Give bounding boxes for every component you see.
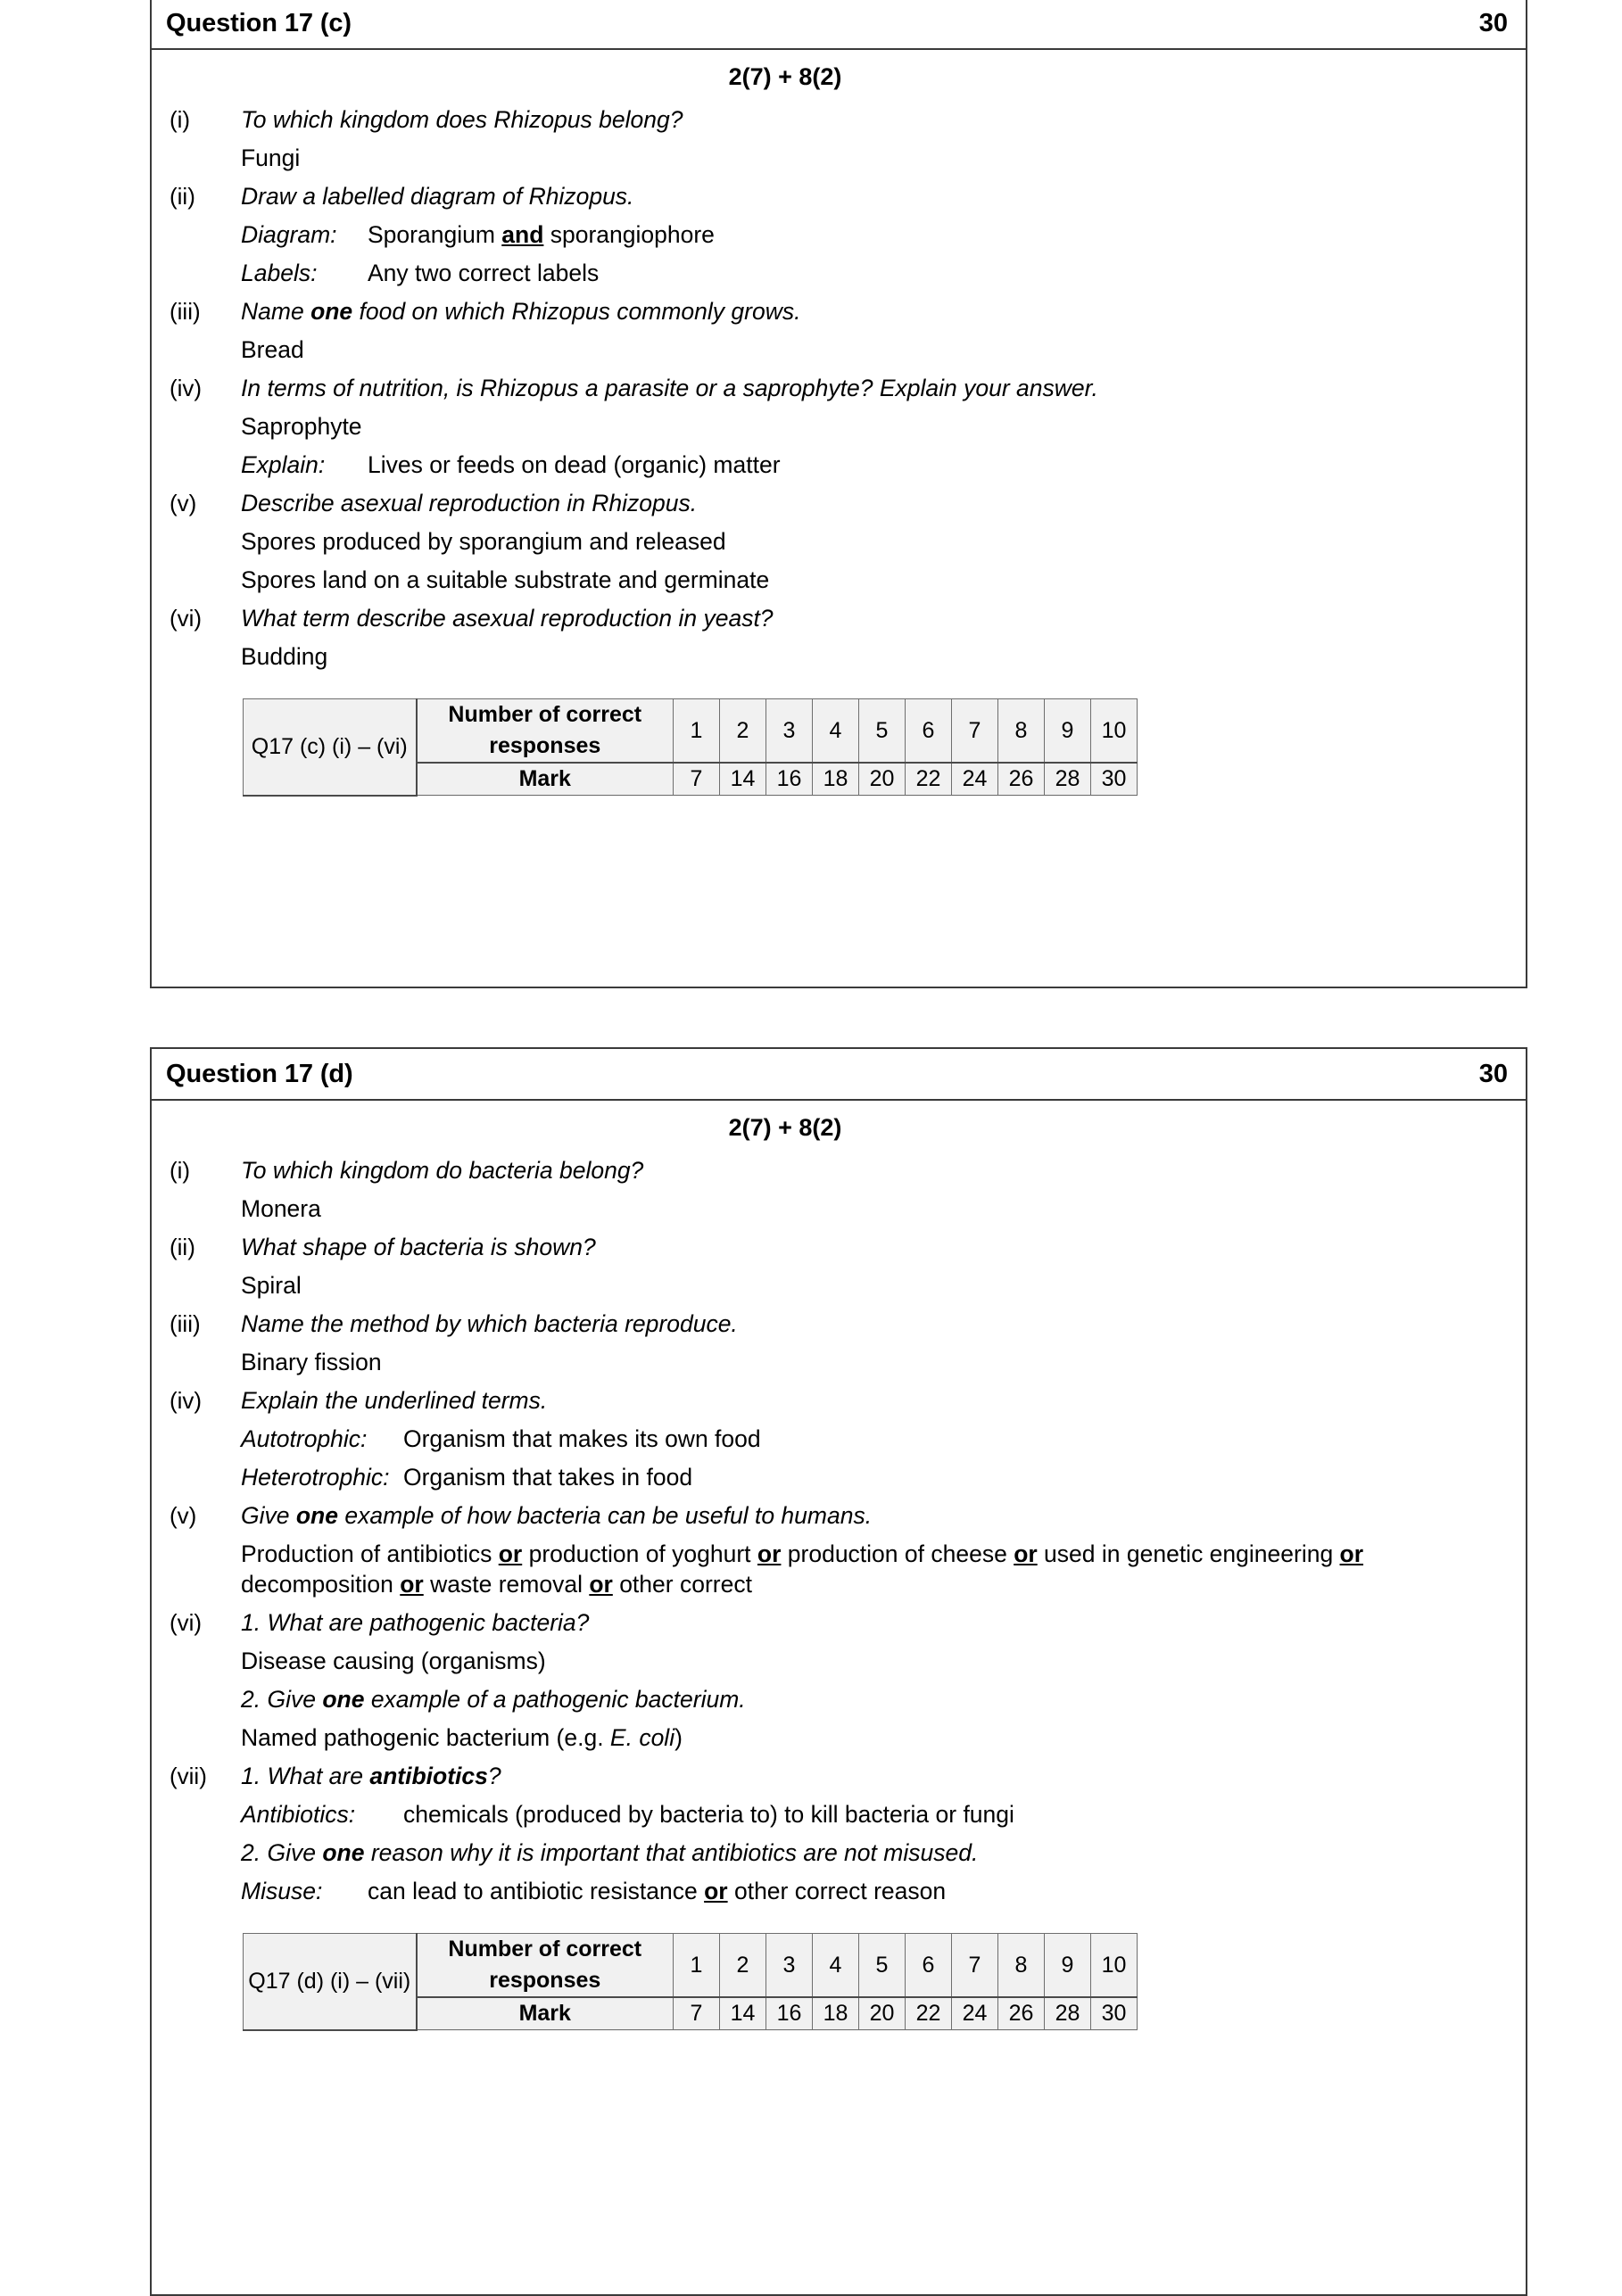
answer-items-list-17d — [152, 1155, 1526, 1906]
item-text — [241, 1424, 1392, 1454]
item-text: Describe asexual reproduction in Rhizopus. — [241, 490, 698, 516]
table-cell-mark: 20 — [859, 1997, 906, 2030]
table-cell-responses: 5 — [859, 1934, 906, 1998]
item-text: Name the method by which bacteria reproduce. — [241, 1310, 738, 1337]
item-text: Production of antibiotics or production of yoghurt or production of cheese or used in genetic engineering or decomposition or waste removal or other correct — [241, 1540, 1364, 1598]
item-text: Binary fission — [241, 1349, 382, 1375]
question-row — [152, 1838, 1526, 1868]
table-cell-mark: 16 — [766, 1997, 813, 2030]
item-label: (vi) — [170, 1609, 203, 1636]
table-cell-responses: 2 — [720, 1934, 766, 1998]
question-row — [152, 1684, 1526, 1714]
answer-sublabel: Labels: — [241, 260, 318, 286]
table-row — [244, 699, 1138, 764]
answer-value: Any two correct labels — [368, 260, 600, 286]
table-row-label: Q17 (d) (i) – (vii) — [244, 1934, 417, 2030]
table-cell-mark: 26 — [998, 1997, 1045, 2030]
answer-sublabel: Antibiotics: — [241, 1801, 356, 1828]
table-cell-responses: 9 — [1045, 1934, 1091, 1998]
item-label: (ii) — [170, 1234, 195, 1260]
question-block-17c — [150, 0, 1527, 988]
answer-row — [152, 411, 1526, 442]
item-text: 2. Give one reason why it is important that antibiotics are not misused. — [241, 1839, 979, 1866]
answer-items-list-17c — [152, 104, 1526, 672]
item-label: (ii) — [170, 183, 195, 210]
item-text — [241, 1462, 1392, 1492]
item-text: Spiral — [241, 1272, 302, 1299]
question-row — [152, 1761, 1526, 1791]
answer-row — [152, 641, 1526, 672]
question-block-17d — [150, 1047, 1527, 2296]
question-body-17d — [152, 1101, 1526, 2031]
item-text: To which kingdom do bacteria belong? — [241, 1157, 644, 1184]
mark-breakdown-formula: 2(7) + 8(2) — [728, 1114, 842, 1141]
table-cell-mark: 28 — [1045, 763, 1091, 796]
item-text: Draw a labelled diagram of Rhizopus. — [241, 183, 634, 210]
table-cell-responses: 8 — [998, 1934, 1045, 1998]
item-text: Saprophyte — [241, 413, 362, 440]
answer-value: chemicals (produced by bacteria to) to kill bacteria or fungi — [403, 1801, 1014, 1828]
table-cell-mark: 7 — [674, 763, 720, 796]
table-row — [244, 1934, 1138, 1998]
item-text: 2. Give one example of a pathogenic bacterium. — [241, 1686, 746, 1713]
question-row — [152, 1155, 1526, 1185]
item-label: (v) — [170, 1502, 197, 1529]
item-text — [241, 1876, 1502, 1906]
item-text: Spores land on a suitable substrate and germinate — [241, 566, 770, 593]
answer-row — [152, 450, 1526, 480]
table-cell-responses: 3 — [766, 1934, 813, 1998]
marks-conversion-table-17c — [243, 698, 1138, 797]
answer-row — [152, 334, 1526, 365]
item-text — [241, 1799, 1392, 1829]
item-text: Fungi — [241, 145, 301, 171]
item-text — [241, 450, 1392, 480]
question-row — [152, 1607, 1526, 1638]
table-cell-responses: 7 — [952, 1934, 998, 1998]
answer-sublabel: Explain: — [241, 451, 326, 478]
table-column-header: Mark — [417, 763, 674, 796]
item-label: (iii) — [170, 298, 201, 325]
answer-value: Sporangium and sporangiophore — [368, 221, 715, 248]
item-text — [241, 219, 1392, 250]
answer-value: Lives or feeds on dead (organic) matter — [368, 451, 781, 478]
table-cell-responses: 2 — [720, 699, 766, 764]
answer-row — [152, 1270, 1526, 1301]
table-cell-mark: 30 — [1091, 763, 1138, 796]
item-text: What term describe asexual reproduction in yeast? — [241, 605, 774, 632]
table-cell-mark: 18 — [813, 1997, 859, 2030]
table-cell-responses: 6 — [906, 1934, 952, 1998]
item-text: Monera — [241, 1195, 321, 1222]
item-text: Budding — [241, 643, 328, 670]
table-cell-mark: 22 — [906, 763, 952, 796]
table-cell-responses: 10 — [1091, 699, 1138, 764]
item-text: In terms of nutrition, is Rhizopus a parasite or a saprophyte? Explain your answer. — [241, 375, 1098, 401]
question-row — [152, 1385, 1526, 1416]
table-cell-mark: 22 — [906, 1997, 952, 2030]
item-text: Explain the underlined terms. — [241, 1387, 548, 1414]
marks-table-wrap-17d — [152, 1933, 1526, 2031]
answer-row — [152, 258, 1526, 288]
table-cell-responses: 7 — [952, 699, 998, 764]
question-row — [152, 181, 1526, 211]
table-cell-responses: 5 — [859, 699, 906, 764]
item-text: 1. What are antibiotics? — [241, 1763, 501, 1789]
table-row-label: Q17 (c) (i) – (vi) — [244, 699, 417, 796]
table-cell-mark: 7 — [674, 1997, 720, 2030]
question-row — [152, 373, 1526, 403]
table-cell-mark: 14 — [720, 763, 766, 796]
answer-row — [152, 1462, 1526, 1492]
table-cell-mark: 20 — [859, 763, 906, 796]
table-cell-responses: 1 — [674, 1934, 720, 1998]
answer-row — [152, 1424, 1526, 1454]
item-text: Spores produced by sporangium and released — [241, 528, 726, 555]
table-cell-mark: 30 — [1091, 1997, 1138, 2030]
question-row — [152, 488, 1526, 518]
table-cell-responses: 4 — [813, 699, 859, 764]
item-label: (vii) — [170, 1763, 207, 1789]
table-column-header: Number of correct responses — [417, 699, 674, 764]
table-cell-mark: 24 — [952, 1997, 998, 2030]
answer-value: Organism that makes its own food — [403, 1425, 761, 1452]
mark-breakdown-formula: 2(7) + 8(2) — [728, 63, 842, 90]
table-cell-responses: 3 — [766, 699, 813, 764]
item-text — [241, 258, 1392, 288]
table-cell-mark: 14 — [720, 1997, 766, 2030]
item-label: (i) — [170, 106, 191, 133]
table-cell-responses: 8 — [998, 699, 1045, 764]
item-label: (iv) — [170, 375, 203, 401]
item-text: 1. What are pathogenic bacteria? — [241, 1609, 590, 1636]
item-text: Name one food on which Rhizopus commonly grows. — [241, 298, 801, 325]
answer-row — [152, 565, 1526, 595]
answer-row — [152, 1799, 1526, 1829]
question-title: Question 17 (c) — [166, 8, 352, 37]
item-label: (iv) — [170, 1387, 203, 1414]
question-title: Question 17 (d) — [166, 1059, 353, 1088]
question-row — [152, 603, 1526, 633]
item-label: (iii) — [170, 1310, 201, 1337]
answer-row — [152, 143, 1526, 173]
item-label: (vi) — [170, 605, 203, 632]
answer-sublabel: Diagram: — [241, 221, 337, 248]
answer-row — [152, 1539, 1526, 1599]
answer-row — [152, 526, 1526, 557]
answer-row — [152, 1347, 1526, 1377]
table-cell-mark: 26 — [998, 763, 1045, 796]
question-header-17c — [152, 0, 1526, 50]
answer-value: can lead to antibiotic resistance or other correct reason — [368, 1878, 947, 1904]
answer-row — [152, 1722, 1526, 1753]
item-text: What shape of bacteria is shown? — [241, 1234, 596, 1260]
table-cell-responses: 6 — [906, 699, 952, 764]
question-row — [152, 104, 1526, 135]
item-label: (i) — [170, 1157, 191, 1184]
table-cell-mark: 18 — [813, 763, 859, 796]
answer-sublabel: Autotrophic: — [241, 1425, 368, 1452]
answer-sublabel: Heterotrophic: — [241, 1464, 390, 1491]
item-text: Named pathogenic bacterium (e.g. E. coli) — [241, 1724, 683, 1751]
question-row — [152, 296, 1526, 326]
table-cell-mark: 28 — [1045, 1997, 1091, 2030]
item-text: Disease causing (organisms) — [241, 1648, 546, 1674]
item-text: Give one example of how bacteria can be useful to humans. — [241, 1502, 873, 1529]
table-column-header: Mark — [417, 1997, 674, 2030]
table-cell-mark: 24 — [952, 763, 998, 796]
question-total-marks: 30 — [1478, 1059, 1508, 1088]
table-cell-mark: 16 — [766, 763, 813, 796]
answer-row — [152, 1193, 1526, 1224]
question-row — [152, 1232, 1526, 1262]
item-label: (v) — [170, 490, 197, 516]
table-cell-responses: 4 — [813, 1934, 859, 1998]
answer-sublabel: Misuse: — [241, 1878, 323, 1904]
question-total-marks: 30 — [1478, 8, 1508, 37]
table-cell-responses: 1 — [674, 699, 720, 764]
question-header-17d — [152, 1049, 1526, 1101]
item-text: To which kingdom does Rhizopus belong? — [241, 106, 683, 133]
table-column-header: Number of correct responses — [417, 1934, 674, 1998]
answer-value: Organism that takes in food — [403, 1464, 693, 1491]
question-body-17c — [152, 50, 1526, 797]
answer-row — [152, 1646, 1526, 1676]
question-row — [152, 1500, 1526, 1531]
marks-table-wrap-17c — [152, 698, 1526, 797]
table-cell-responses: 10 — [1091, 1934, 1138, 1998]
table-cell-responses: 9 — [1045, 699, 1091, 764]
marks-conversion-table-17d — [243, 1933, 1138, 2031]
answer-row — [152, 219, 1526, 250]
answer-row — [152, 1876, 1526, 1906]
question-row — [152, 1309, 1526, 1339]
item-text: Bread — [241, 336, 304, 363]
